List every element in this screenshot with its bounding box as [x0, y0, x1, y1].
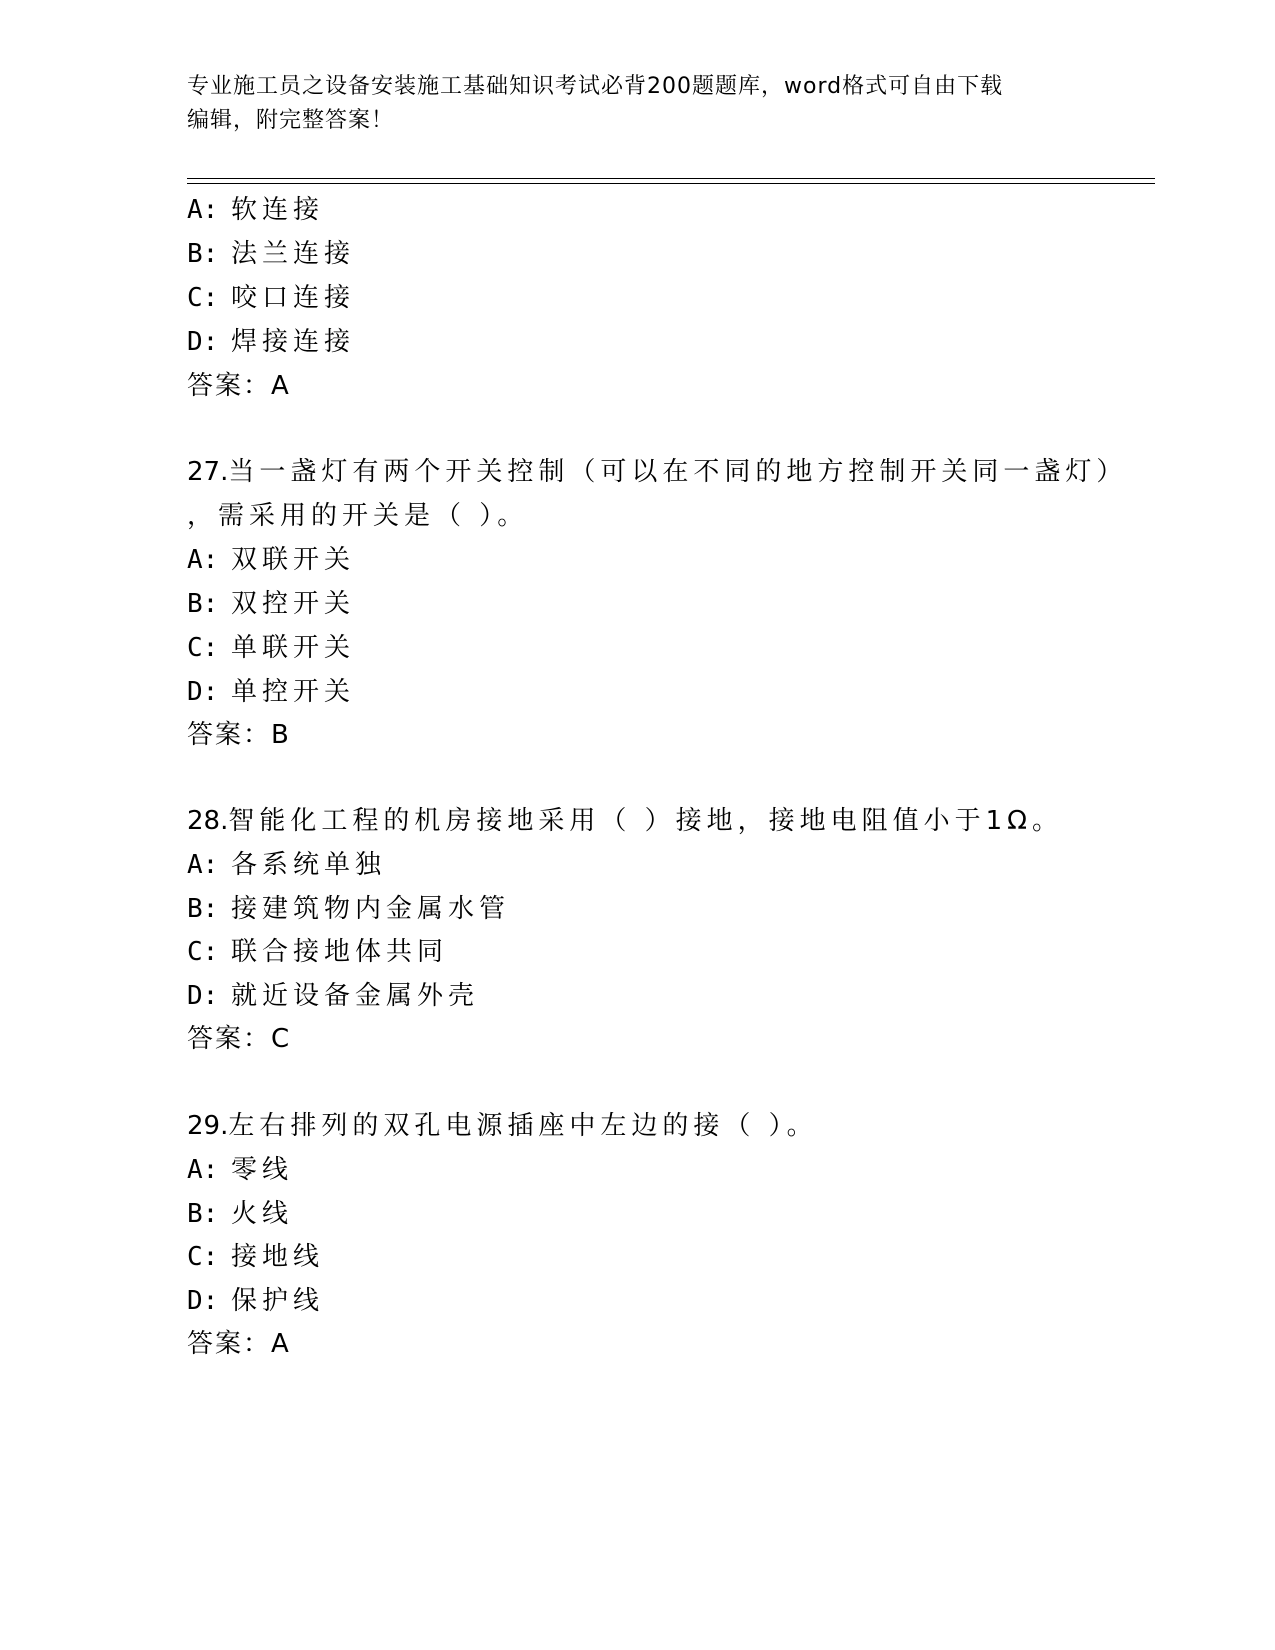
q29-answer — [187, 1327, 289, 1361]
option-letter: A: — [187, 545, 219, 575]
option-text: 零线 — [231, 1155, 294, 1185]
option-text: 保护线 — [231, 1286, 325, 1316]
option-text: 焊接连接 — [231, 327, 356, 357]
option-text: 双控开关 — [231, 589, 356, 619]
answer-value: A — [271, 371, 289, 401]
q29-option-b — [187, 1197, 293, 1231]
option-letter: A: — [187, 850, 219, 880]
option-letter: C: — [187, 1242, 219, 1272]
option-text: 法兰连接 — [231, 239, 356, 269]
q26-option-a — [187, 193, 324, 227]
q28-answer — [187, 1022, 289, 1056]
q27-option-b — [187, 587, 355, 621]
q29-option-a — [187, 1153, 293, 1187]
q28-stem-line-1 — [187, 804, 1063, 838]
q27-option-c — [187, 631, 355, 665]
option-text: 联合接地体共同 — [231, 937, 449, 967]
option-letter: C: — [187, 937, 219, 967]
q26-option-c — [187, 281, 355, 315]
q29-option-d — [187, 1284, 324, 1318]
option-text: 软连接 — [231, 195, 325, 225]
q28-option-d — [187, 979, 479, 1013]
header-divider-top — [187, 178, 1155, 179]
option-text: 单联开关 — [231, 633, 356, 663]
q29-option-c — [187, 1240, 324, 1274]
q27-option-d — [187, 675, 355, 709]
q28-option-b — [187, 892, 510, 926]
q26-answer — [187, 369, 289, 403]
q26-option-b — [187, 237, 355, 271]
option-letter: D: — [187, 981, 219, 1011]
header-line-2: 编辑，附完整答案！ — [187, 108, 395, 133]
option-letter: D: — [187, 1286, 219, 1316]
q27-stem-line-2: ，需采用的开关是（ ）。 — [187, 501, 529, 531]
option-letter: B: — [187, 894, 219, 924]
question-stem: 左右排列的双孔电源插座中左边的接（ ）。 — [228, 1111, 818, 1141]
option-text: 接地线 — [231, 1242, 325, 1272]
q27-stem-line-1 — [187, 455, 1127, 489]
option-text: 火线 — [231, 1199, 294, 1229]
answer-value: B — [271, 720, 289, 750]
option-text: 咬口连接 — [231, 283, 356, 313]
option-letter: B: — [187, 589, 219, 619]
question-number: 28. — [187, 806, 229, 836]
answer-label: 答案： — [187, 371, 272, 401]
question-stem: 智能化工程的机房接地采用（ ）接地，接地电阻值小于1Ω。 — [228, 806, 1064, 836]
answer-label: 答案： — [187, 1024, 272, 1054]
header-divider-bottom — [187, 183, 1155, 184]
option-text: 双联开关 — [231, 545, 356, 575]
answer-label: 答案： — [187, 1329, 272, 1359]
document-header — [187, 70, 1067, 138]
question-stem: 当一盏灯有两个开关控制（可以在不同的地方控制开关同一盏灯） — [228, 457, 1128, 487]
option-letter: A: — [187, 1155, 219, 1185]
option-letter: D: — [187, 677, 219, 707]
option-text: 单控开关 — [231, 677, 356, 707]
option-letter: C: — [187, 633, 219, 663]
option-letter: B: — [187, 239, 219, 269]
answer-label: 答案： — [187, 720, 272, 750]
q28-option-a — [187, 848, 386, 882]
option-text: 各系统单独 — [231, 850, 387, 880]
q26-option-d — [187, 325, 355, 359]
option-letter: C: — [187, 283, 219, 313]
option-letter: B: — [187, 1199, 219, 1229]
option-letter: D: — [187, 327, 219, 357]
q27-answer — [187, 718, 289, 752]
option-letter: A: — [187, 195, 219, 225]
answer-value: C — [271, 1024, 290, 1054]
q27-option-a — [187, 543, 355, 577]
answer-value: A — [271, 1329, 289, 1359]
option-text: 接建筑物内金属水管 — [231, 894, 511, 924]
q29-stem-line-1 — [187, 1109, 818, 1143]
question-number: 29. — [187, 1111, 229, 1141]
option-text: 就近设备金属外壳 — [231, 981, 480, 1011]
header-line-1: 专业施工员之设备安装施工基础知识考试必背200题题库，word格式可自由下载 — [187, 74, 1004, 99]
question-number: 27. — [187, 457, 229, 487]
q28-option-c — [187, 935, 448, 969]
